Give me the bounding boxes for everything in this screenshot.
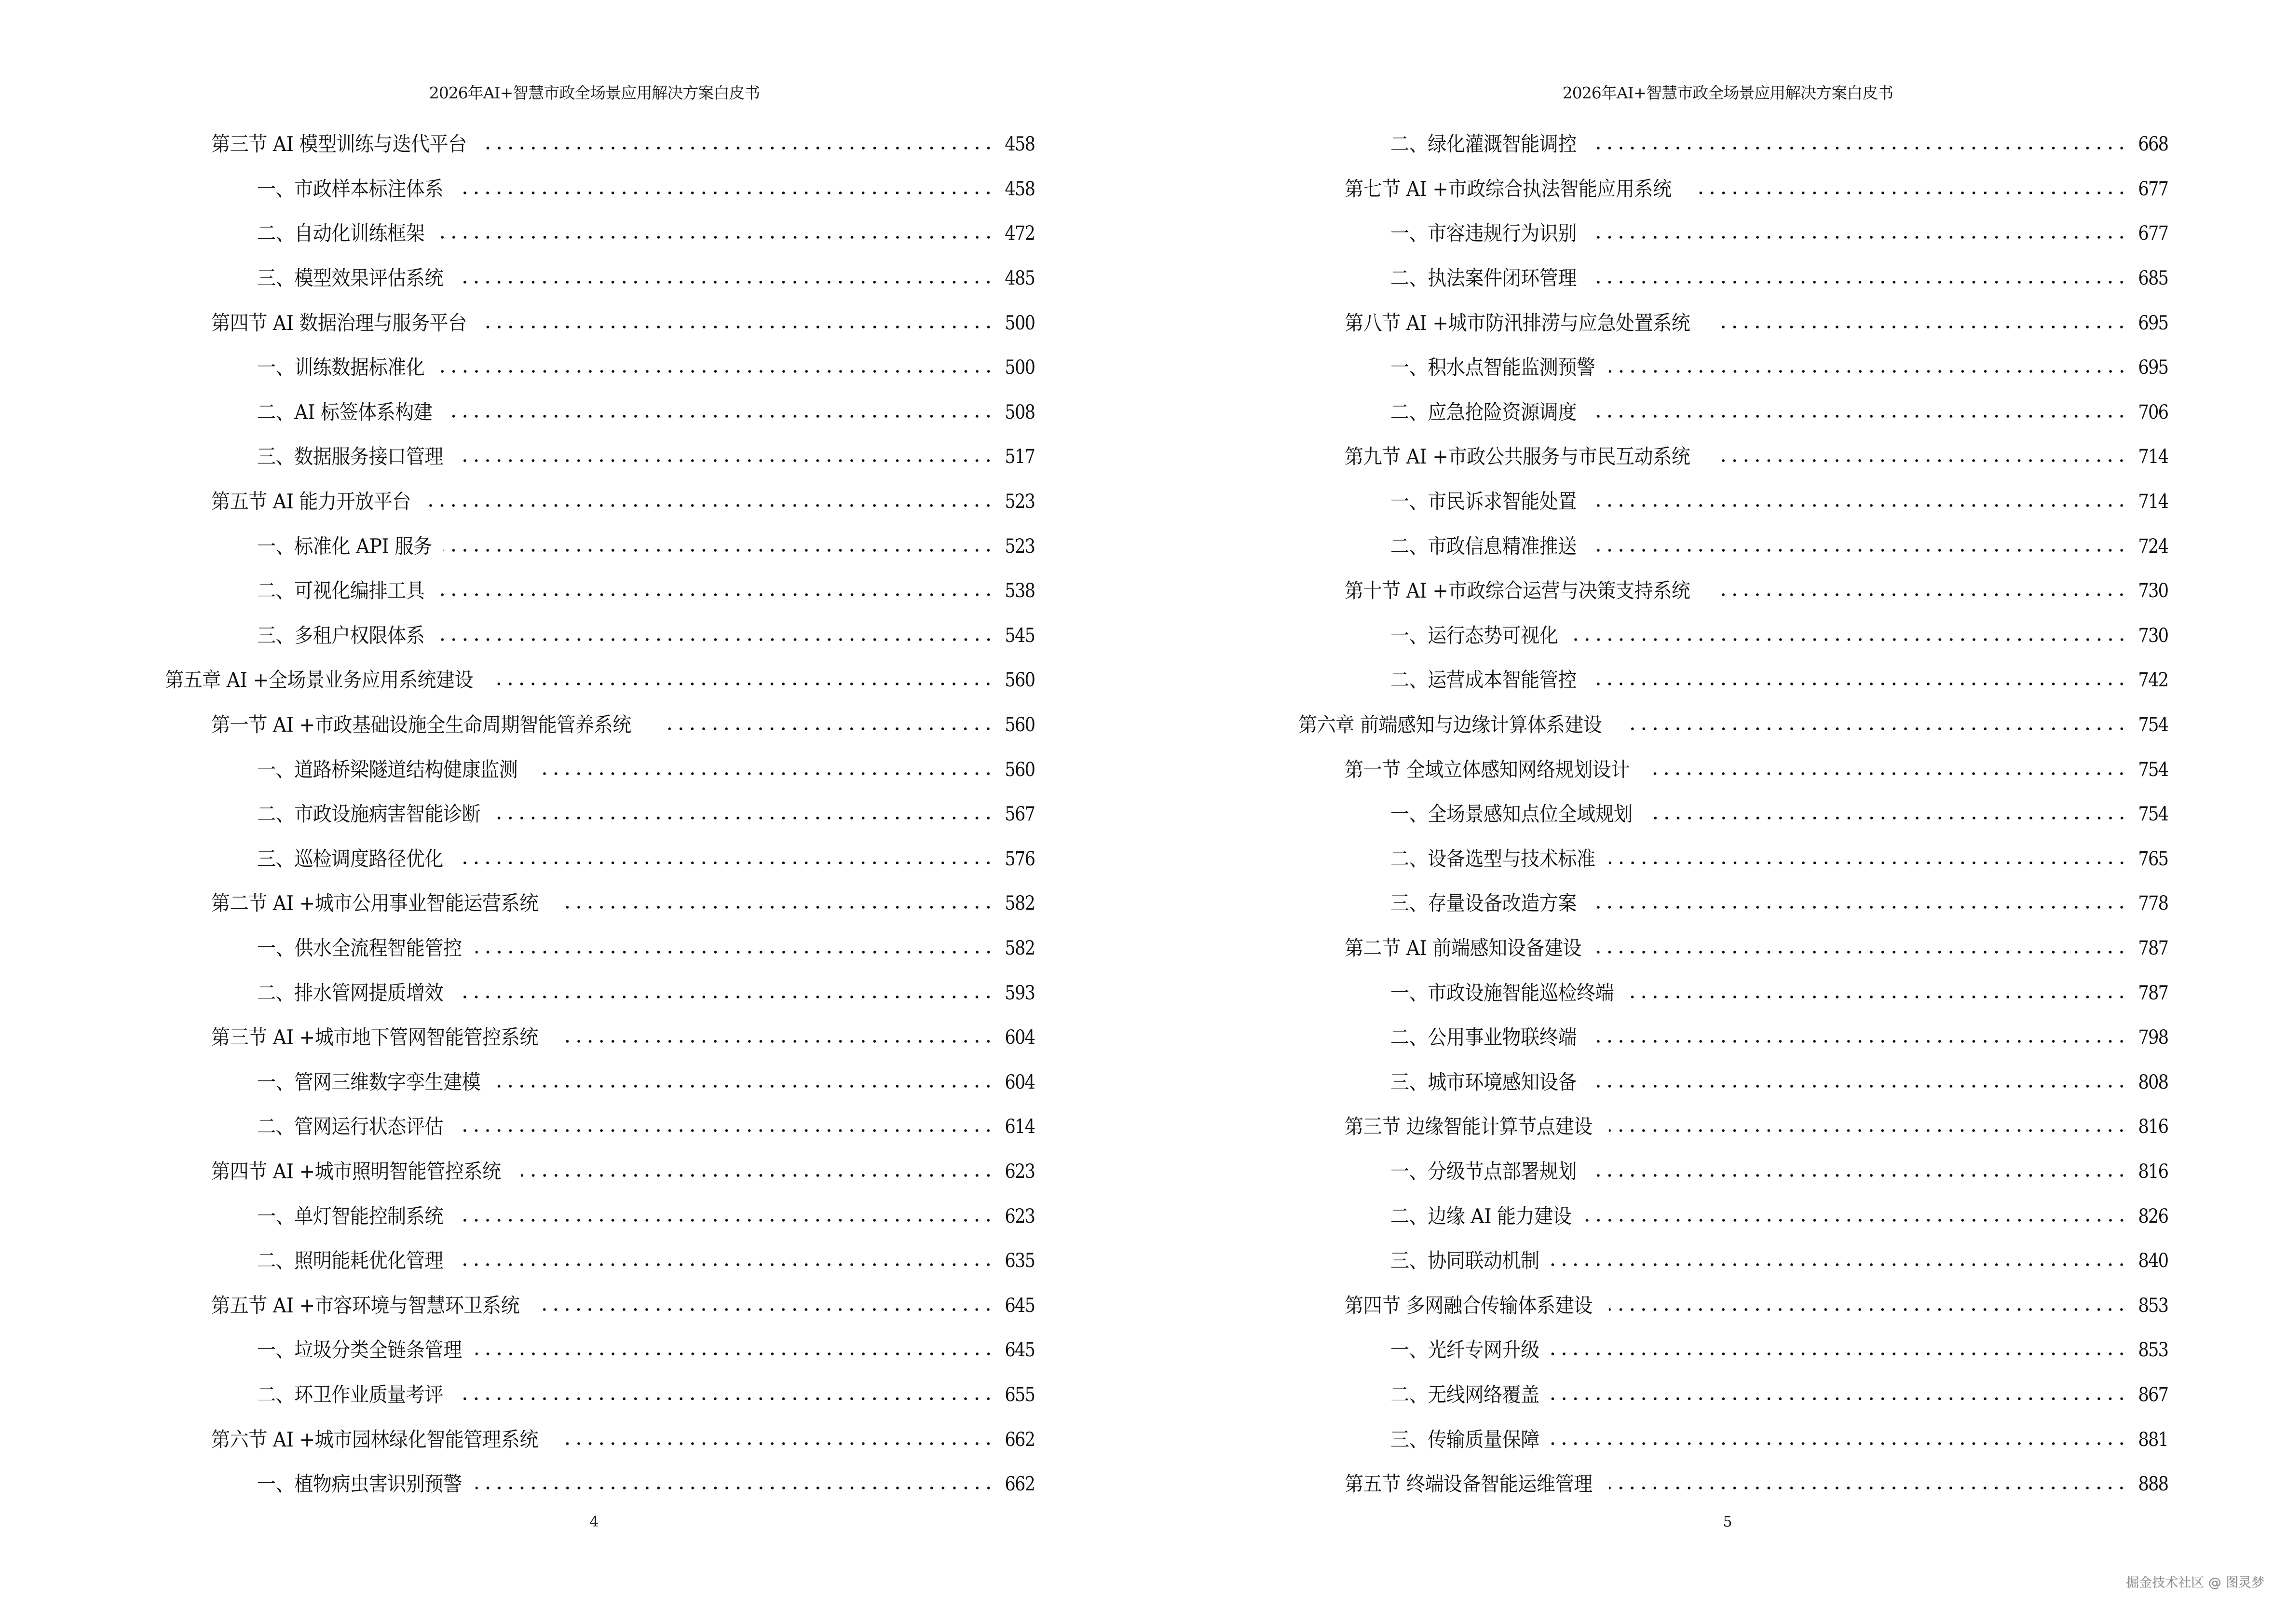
toc-entry-item[interactable] bbox=[0, 970, 1061, 1015]
dot-leader bbox=[1609, 1487, 2127, 1489]
toc-entry-item[interactable] bbox=[0, 256, 1061, 301]
toc-entry-title: 一、市政设施智能巡检终端 bbox=[1390, 981, 1614, 1005]
dot-leader bbox=[1589, 504, 2127, 507]
dot-leader bbox=[1694, 191, 2127, 194]
toc-entry-page-number: 778 bbox=[2138, 892, 2168, 915]
dot-leader bbox=[455, 996, 994, 998]
toc-entry-title: 二、市政信息精准推送 bbox=[1390, 534, 1577, 558]
dot-leader bbox=[484, 147, 994, 150]
toc-entry-title: 第二节 AI 前端感知设备建设 bbox=[1345, 936, 1582, 960]
toc-entry-title: 一、训练数据标准化 bbox=[257, 355, 425, 380]
toc-entry-section[interactable] bbox=[1133, 926, 2194, 971]
toc-entry-page-number: 808 bbox=[2138, 1071, 2168, 1093]
toc-entry-chapter[interactable] bbox=[0, 658, 1061, 703]
dot-leader bbox=[1589, 906, 2127, 909]
toc-entry-title: 第六节 AI +城市园林绿化智能管理系统 bbox=[211, 1427, 538, 1451]
toc-entry-title: 一、分级节点部署规划 bbox=[1390, 1159, 1577, 1183]
toc-entry-title: 一、植物病虫害识别预警 bbox=[257, 1472, 462, 1496]
toc-entry-page-number: 623 bbox=[1005, 1160, 1035, 1183]
toc-entry-item[interactable] bbox=[1133, 1194, 2194, 1239]
toc-entry-title: 一、单灯智能控制系统 bbox=[257, 1204, 443, 1228]
toc-entry-section[interactable] bbox=[0, 1015, 1061, 1060]
toc-entry-title: 一、光纤专网升级 bbox=[1390, 1338, 1539, 1362]
toc-entry-item[interactable] bbox=[1133, 1239, 2194, 1283]
toc-entry-title: 一、市容违规行为识别 bbox=[1390, 221, 1577, 246]
dot-leader bbox=[455, 281, 994, 284]
toc-entry-title: 一、管网三维数字孪生建模 bbox=[257, 1070, 481, 1094]
toc-entry-page-number: 742 bbox=[2138, 669, 2168, 692]
toc-entry-item[interactable] bbox=[1133, 345, 2194, 390]
toc-entry-page-number: 614 bbox=[1005, 1116, 1035, 1138]
toc-entry-page-number: 853 bbox=[2138, 1294, 2168, 1317]
toc-entry-page-number: 560 bbox=[1005, 758, 1035, 781]
toc-entry-title: 第三节 AI +城市地下管网智能管控系统 bbox=[211, 1025, 538, 1050]
toc-entry-title: 第一节 全域立体感知网络规划设计 bbox=[1345, 757, 1630, 781]
toc-entry-page-number: 635 bbox=[1005, 1250, 1035, 1272]
toc-entry-title: 二、设备选型与技术标准 bbox=[1390, 846, 1595, 871]
toc-entry-title: 第四节 多网融合传输体系建设 bbox=[1345, 1293, 1593, 1317]
toc-entry-page-number: 787 bbox=[2138, 982, 2168, 1004]
dot-leader bbox=[455, 861, 994, 864]
toc-entry-title: 三、存量设备改造方案 bbox=[1390, 891, 1577, 915]
toc-entry-section[interactable] bbox=[0, 300, 1061, 345]
dot-leader bbox=[535, 772, 994, 775]
dot-leader bbox=[455, 1219, 994, 1222]
toc-entry-item[interactable] bbox=[1133, 837, 2194, 882]
toc-entry-page-number: 523 bbox=[1005, 535, 1035, 558]
toc-entry-page-number: 730 bbox=[2138, 624, 2168, 647]
page-number: 5 bbox=[1723, 1514, 1732, 1530]
toc-entry-page-number: 662 bbox=[1005, 1473, 1035, 1496]
toc-entry-page-number: 677 bbox=[2138, 177, 2168, 200]
toc-entry-section[interactable] bbox=[1133, 300, 2194, 345]
dot-leader bbox=[436, 593, 994, 596]
toc-entry-section[interactable] bbox=[0, 1283, 1061, 1328]
toc-entry-title: 一、积水点智能监测预警 bbox=[1390, 355, 1595, 380]
toc-entry-title: 第八节 AI +城市防汛排涝与应急处置系统 bbox=[1345, 311, 1690, 335]
toc-entry-item[interactable] bbox=[1133, 479, 2194, 524]
toc-entry-item[interactable] bbox=[0, 211, 1061, 256]
toc-entry-title: 第四节 AI +城市照明智能管控系统 bbox=[211, 1159, 501, 1183]
toc-entry-page-number: 816 bbox=[2138, 1116, 2168, 1138]
toc-entry-title: 第五节 AI 能力开放平台 bbox=[211, 490, 411, 514]
dot-leader bbox=[443, 549, 994, 552]
toc-entry-page-number: 881 bbox=[2138, 1428, 2168, 1451]
dot-leader bbox=[521, 1174, 994, 1177]
dot-leader bbox=[436, 638, 994, 641]
dot-leader bbox=[1589, 415, 2127, 418]
toc-entry-title: 第五章 AI +全场景业务应用系统建设 bbox=[165, 668, 474, 692]
toc-entry-page-number: 685 bbox=[2138, 267, 2168, 290]
toc-entry-page-number: 604 bbox=[1005, 1071, 1035, 1093]
toc-entry-section[interactable] bbox=[1133, 435, 2194, 479]
toc-entry-page-number: 853 bbox=[2138, 1339, 2168, 1362]
toc-entry-page-number: 840 bbox=[2138, 1250, 2168, 1272]
toc-entry-page-number: 604 bbox=[1005, 1026, 1035, 1049]
toc-entry-page-number: 560 bbox=[1005, 714, 1035, 737]
dot-leader bbox=[1589, 549, 2127, 552]
toc-entry-section[interactable] bbox=[0, 703, 1061, 748]
toc-entry-section[interactable] bbox=[1133, 167, 2194, 212]
toc-entry-page-number: 582 bbox=[1005, 937, 1035, 959]
toc-entry-title: 第二节 AI +城市公用事业智能运营系统 bbox=[211, 891, 538, 915]
dot-leader bbox=[561, 906, 994, 909]
toc-entry-title: 第三节 AI 模型训练与迭代平台 bbox=[211, 132, 467, 156]
dot-leader bbox=[561, 1442, 994, 1445]
dot-leader bbox=[1623, 727, 2127, 730]
toc-entry-page-number: 538 bbox=[1005, 580, 1035, 602]
dot-leader bbox=[436, 370, 994, 373]
toc-entry-item[interactable] bbox=[0, 1194, 1061, 1239]
toc-entry-title: 三、传输质量保障 bbox=[1390, 1427, 1539, 1451]
toc-entry-chapter[interactable] bbox=[1133, 703, 2194, 748]
toc-entry-page-number: 724 bbox=[2138, 535, 2168, 558]
dot-leader bbox=[455, 1129, 994, 1132]
toc-entry-page-number: 623 bbox=[1005, 1205, 1035, 1228]
toc-entry-page-number: 500 bbox=[1005, 312, 1035, 334]
toc-entry-item[interactable] bbox=[0, 569, 1061, 614]
dot-leader bbox=[1649, 817, 2127, 819]
toc-entry-section[interactable] bbox=[1133, 569, 2194, 614]
toc-entry-section[interactable] bbox=[0, 881, 1061, 926]
toc-entry-title: 二、管网运行状态评估 bbox=[257, 1115, 443, 1139]
toc-entry-item[interactable] bbox=[1133, 1417, 2194, 1462]
toc-entry-title: 第四节 AI 数据治理与服务平台 bbox=[211, 311, 467, 335]
toc-entry-page-number: 714 bbox=[2138, 446, 2168, 468]
running-header: 2026年AI+智慧市政全场景应用解决方案白皮书 bbox=[429, 83, 760, 102]
toc-entry-title: 三、城市环境感知设备 bbox=[1390, 1070, 1577, 1094]
toc-entry-title: 一、市政样本标注体系 bbox=[257, 177, 443, 201]
dot-leader bbox=[476, 1487, 994, 1489]
toc-entry-title: 二、照明能耗优化管理 bbox=[257, 1249, 443, 1273]
dot-leader bbox=[495, 1085, 994, 1088]
toc-entry-item[interactable] bbox=[1133, 1015, 2194, 1060]
toc-entry-title: 二、市政设施病害智能诊断 bbox=[257, 802, 481, 826]
toc-entry-item[interactable] bbox=[0, 345, 1061, 390]
toc-entry-item[interactable] bbox=[0, 1105, 1061, 1149]
toc-entry-section[interactable] bbox=[1133, 1462, 2194, 1507]
dot-leader bbox=[1609, 1308, 2127, 1311]
dot-leader bbox=[1597, 951, 2127, 954]
toc-entry-title: 第五节 终端设备智能运维管理 bbox=[1345, 1472, 1593, 1496]
toc-page-right bbox=[1133, 0, 2287, 1624]
toc-entry-item[interactable] bbox=[1133, 881, 2194, 926]
toc-list bbox=[0, 122, 1061, 1506]
toc-entry-item[interactable] bbox=[0, 435, 1061, 479]
toc-entry-page-number: 500 bbox=[1005, 356, 1035, 379]
toc-entry-item[interactable] bbox=[1133, 211, 2194, 256]
toc-entry-item[interactable] bbox=[1133, 658, 2194, 703]
toc-entry-page-number: 730 bbox=[2138, 580, 2168, 602]
dot-leader bbox=[1589, 1085, 2127, 1088]
dot-leader bbox=[455, 191, 994, 194]
toc-entry-page-number: 523 bbox=[1005, 491, 1035, 513]
toc-entry-page-number: 645 bbox=[1005, 1294, 1035, 1317]
toc-entry-title: 二、绿化灌溉智能调控 bbox=[1390, 132, 1577, 156]
dot-leader bbox=[1549, 1442, 2127, 1445]
dot-leader bbox=[1589, 147, 2127, 150]
toc-entry-item[interactable] bbox=[0, 837, 1061, 882]
toc-entry-item[interactable] bbox=[0, 1373, 1061, 1418]
dot-leader bbox=[1549, 1352, 2127, 1355]
toc-entry-page-number: 576 bbox=[1005, 847, 1035, 870]
toc-entry-title: 二、排水管网提质增效 bbox=[257, 981, 443, 1005]
dot-leader bbox=[1549, 1397, 2127, 1400]
toc-entry-item[interactable] bbox=[0, 792, 1061, 837]
toc-entry-page-number: 714 bbox=[2138, 491, 2168, 513]
toc-entry-item[interactable] bbox=[0, 1060, 1061, 1105]
toc-entry-title: 一、供水全流程智能管控 bbox=[257, 936, 462, 960]
dot-leader bbox=[1589, 1174, 2127, 1177]
toc-entry-title: 二、自动化训练框架 bbox=[257, 221, 425, 246]
dot-leader bbox=[1583, 1219, 2127, 1222]
toc-entry-title: 一、垃圾分类全链条管理 bbox=[257, 1338, 462, 1362]
toc-entry-item[interactable] bbox=[0, 1239, 1061, 1283]
toc-entry-page-number: 695 bbox=[2138, 312, 2168, 334]
toc-entry-section[interactable] bbox=[0, 479, 1061, 524]
dot-leader bbox=[561, 1040, 994, 1043]
toc-entry-item[interactable] bbox=[0, 614, 1061, 658]
toc-entry-page-number: 593 bbox=[1005, 982, 1035, 1004]
dot-leader bbox=[1589, 236, 2127, 239]
dot-leader bbox=[444, 415, 994, 418]
toc-entry-title: 一、运行态势可视化 bbox=[1390, 623, 1558, 647]
toc-entry-page-number: 888 bbox=[2138, 1473, 2168, 1496]
toc-entry-title: 第六章 前端感知与边缘计算体系建设 bbox=[1298, 713, 1602, 737]
toc-entry-page-number: 472 bbox=[1005, 222, 1035, 245]
toc-entry-item[interactable] bbox=[1133, 1060, 2194, 1105]
dot-leader bbox=[541, 1308, 994, 1311]
dot-leader bbox=[484, 326, 994, 328]
toc-entry-item[interactable] bbox=[1133, 614, 2194, 658]
toc-entry-title: 二、可视化编排工具 bbox=[257, 579, 425, 603]
toc-entry-item[interactable] bbox=[1133, 390, 2194, 435]
dot-leader bbox=[455, 1397, 994, 1400]
toc-list bbox=[1133, 122, 2194, 1506]
dot-leader bbox=[1609, 1129, 2127, 1132]
toc-entry-item[interactable] bbox=[1133, 122, 2194, 167]
toc-entry-section[interactable] bbox=[0, 1149, 1061, 1194]
dot-leader bbox=[661, 727, 994, 730]
dot-leader bbox=[1589, 682, 2127, 685]
toc-entry-title: 三、多租户权限体系 bbox=[257, 623, 425, 647]
toc-entry-section[interactable] bbox=[0, 122, 1061, 167]
dot-leader bbox=[476, 951, 994, 954]
toc-entry-page-number: 706 bbox=[2138, 401, 2168, 423]
toc-entry-item[interactable] bbox=[0, 747, 1061, 792]
dot-leader bbox=[424, 504, 994, 507]
toc-entry-item[interactable] bbox=[1133, 970, 2194, 1015]
toc-entry-item[interactable] bbox=[1133, 1149, 2194, 1194]
dot-leader bbox=[1589, 1040, 2127, 1043]
toc-entry-title: 三、协同联动机制 bbox=[1390, 1249, 1539, 1273]
toc-entry-title: 一、市民诉求智能处置 bbox=[1390, 490, 1577, 514]
dot-leader bbox=[1714, 593, 2127, 596]
toc-entry-page-number: 545 bbox=[1005, 624, 1035, 647]
toc-entry-title: 二、应急抢险资源调度 bbox=[1390, 400, 1577, 424]
toc-entry-page-number: 816 bbox=[2138, 1160, 2168, 1183]
toc-entry-item[interactable] bbox=[1133, 1328, 2194, 1373]
dot-leader bbox=[494, 682, 994, 685]
toc-entry-title: 第五节 AI +市容环境与智慧环卫系统 bbox=[211, 1293, 520, 1317]
dot-leader bbox=[1649, 772, 2127, 775]
toc-entry-page-number: 485 bbox=[1005, 267, 1035, 290]
toc-entry-page-number: 798 bbox=[2138, 1026, 2168, 1049]
toc-entry-title: 一、全场景感知点位全域规划 bbox=[1390, 802, 1633, 826]
toc-entry-section[interactable] bbox=[1133, 747, 2194, 792]
dot-leader bbox=[1549, 1263, 2127, 1266]
toc-entry-page-number: 754 bbox=[2138, 714, 2168, 737]
toc-entry-item[interactable] bbox=[0, 390, 1061, 435]
toc-entry-item[interactable] bbox=[0, 1462, 1061, 1507]
dot-leader bbox=[455, 459, 994, 462]
toc-entry-page-number: 655 bbox=[1005, 1383, 1035, 1406]
toc-entry-page-number: 567 bbox=[1005, 803, 1035, 826]
dot-leader bbox=[476, 1352, 994, 1355]
toc-entry-title: 第七节 AI +市政综合执法智能应用系统 bbox=[1345, 177, 1672, 201]
toc-entry-title: 三、巡检调度路径优化 bbox=[257, 846, 443, 871]
toc-entry-page-number: 754 bbox=[2138, 758, 2168, 781]
dot-leader bbox=[436, 236, 994, 239]
toc-entry-item[interactable] bbox=[1133, 1373, 2194, 1418]
toc-entry-item[interactable] bbox=[1133, 256, 2194, 301]
toc-entry-title: 二、无线网络覆盖 bbox=[1390, 1382, 1539, 1406]
toc-entry-title: 一、道路桥梁隧道结构健康监测 bbox=[257, 757, 518, 781]
toc-entry-page-number: 560 bbox=[1005, 669, 1035, 692]
toc-entry-page-number: 754 bbox=[2138, 803, 2168, 826]
toc-entry-title: 二、AI 标签体系构建 bbox=[257, 400, 433, 424]
dot-leader bbox=[1629, 996, 2127, 998]
dot-leader bbox=[1714, 326, 2127, 328]
toc-entry-page-number: 765 bbox=[2138, 847, 2168, 870]
toc-entry-item[interactable] bbox=[0, 167, 1061, 212]
toc-entry-title: 二、运营成本智能管控 bbox=[1390, 668, 1577, 692]
toc-entry-title: 第九节 AI +市政公共服务与市民互动系统 bbox=[1345, 445, 1690, 469]
dot-leader bbox=[1589, 281, 2127, 284]
toc-entry-page-number: 458 bbox=[1005, 133, 1035, 156]
toc-entry-page-number: 517 bbox=[1005, 446, 1035, 468]
toc-entry-page-number: 662 bbox=[1005, 1428, 1035, 1451]
toc-entry-page-number: 787 bbox=[2138, 937, 2168, 959]
toc-entry-title: 二、边缘 AI 能力建设 bbox=[1390, 1204, 1572, 1228]
toc-entry-item[interactable] bbox=[0, 1328, 1061, 1373]
toc-entry-title: 第十节 AI +市政综合运营与决策支持系统 bbox=[1345, 579, 1690, 603]
toc-entry-item[interactable] bbox=[1133, 792, 2194, 837]
toc-entry-section[interactable] bbox=[1133, 1283, 2194, 1328]
toc-entry-page-number: 867 bbox=[2138, 1383, 2168, 1406]
toc-entry-item[interactable] bbox=[1133, 524, 2194, 569]
dot-leader bbox=[495, 817, 994, 819]
toc-entry-section[interactable] bbox=[1133, 1105, 2194, 1149]
toc-entry-section[interactable] bbox=[0, 1417, 1061, 1462]
toc-entry-page-number: 826 bbox=[2138, 1205, 2168, 1228]
toc-entry-page-number: 668 bbox=[2138, 133, 2168, 156]
dot-leader bbox=[1714, 459, 2127, 462]
page-number: 4 bbox=[589, 1514, 599, 1530]
toc-entry-title: 二、公用事业物联终端 bbox=[1390, 1025, 1577, 1050]
toc-entry-title: 第三节 边缘智能计算节点建设 bbox=[1345, 1115, 1593, 1139]
dot-leader bbox=[1569, 638, 2127, 641]
toc-entry-page-number: 677 bbox=[2138, 222, 2168, 245]
toc-entry-item[interactable] bbox=[0, 926, 1061, 971]
toc-entry-title: 三、模型效果评估系统 bbox=[257, 266, 443, 290]
toc-entry-title: 二、环卫作业质量考评 bbox=[257, 1382, 443, 1406]
toc-entry-title: 三、数据服务接口管理 bbox=[257, 445, 443, 469]
toc-entry-item[interactable] bbox=[0, 524, 1061, 569]
toc-entry-title: 二、执法案件闭环管理 bbox=[1390, 266, 1577, 290]
watermark: 掘金技术社区 @ 图灵梦 bbox=[2126, 1575, 2265, 1590]
dot-leader bbox=[1609, 861, 2127, 864]
toc-entry-page-number: 458 bbox=[1005, 177, 1035, 200]
dot-leader bbox=[455, 1263, 994, 1266]
dot-leader bbox=[1609, 370, 2127, 373]
toc-entry-page-number: 695 bbox=[2138, 356, 2168, 379]
running-header: 2026年AI+智慧市政全场景应用解决方案白皮书 bbox=[1562, 83, 1893, 102]
toc-entry-page-number: 645 bbox=[1005, 1339, 1035, 1362]
toc-entry-title: 第一节 AI +市政基础设施全生命周期智能管养系统 bbox=[211, 713, 631, 737]
toc-entry-page-number: 508 bbox=[1005, 401, 1035, 423]
toc-entry-title: 一、标准化 API 服务 bbox=[257, 534, 432, 558]
toc-entry-page-number: 582 bbox=[1005, 892, 1035, 915]
